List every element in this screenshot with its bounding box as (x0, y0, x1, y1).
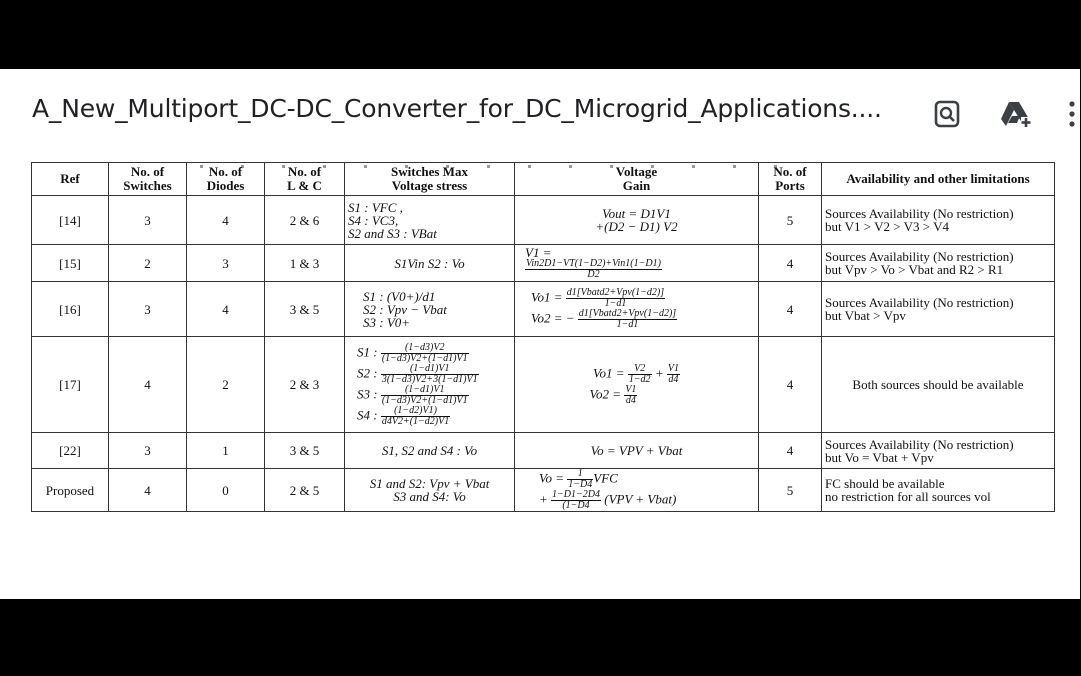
pdf-page[interactable] (0, 155, 1080, 599)
cell-switches: 2 (109, 245, 187, 282)
cell-ref: [15] (32, 245, 109, 282)
cell-availability: Sources Availability (No restriction) but Vo = Vbat + Vpv (822, 433, 1055, 469)
cell-lc: 1 & 3 (265, 245, 345, 282)
table-row (32, 245, 1055, 282)
cell-ports: 4 (759, 433, 822, 469)
cell-availability: FC should be available no restriction for all sources vol (822, 469, 1055, 512)
table-row (32, 196, 1055, 245)
col-header-stress: Switches Max Voltage stress (345, 163, 515, 196)
cell-switches: 4 (109, 337, 187, 433)
cell-lc: 3 & 5 (265, 433, 345, 469)
table-header-row (32, 163, 1055, 196)
lens-icon[interactable] (930, 97, 964, 131)
pdf-viewer (0, 69, 1080, 599)
cell-availability: Sources Availability (No restriction) but Vbat > Vpv (822, 282, 1055, 337)
cell-ports: 5 (759, 196, 822, 245)
cell-ref: Proposed (32, 469, 109, 512)
cell-diodes: 1 (187, 433, 265, 469)
cell-ports: 4 (759, 282, 822, 337)
cell-gain: V1 = $\frac{\text{Vin2D1−VT(1−D2)+Vin1(1−D1)}}{D2}$ (515, 245, 759, 282)
cell-lc: 2 & 6 (265, 196, 345, 245)
cell-ports: 5 (759, 469, 822, 512)
cell-ports: 4 (759, 245, 822, 282)
cell-stress: S1 : (V0+)/d1 S2 : Vpv − Vbat S3 : V0+ (345, 282, 515, 337)
cell-diodes: 0 (187, 469, 265, 512)
cell-availability: Sources Availability (No restriction) but Vpv > Vo > Vbat and R2 > R1 (822, 245, 1055, 282)
table-row (32, 282, 1055, 337)
comparison-table (31, 162, 1055, 512)
cell-lc: 2 & 3 (265, 337, 345, 433)
navigation-bar (0, 599, 1080, 676)
col-header-lc: No. of L & C (265, 163, 345, 196)
cell-stress: S1 : $\frac{(1-d3)V2}{(1-d3)V2+(1-d1)V1}$ S2 : $\frac{(1-d1)V1}{3(1-d3)V2+3(1-d1)V1}$ S3 : $\frac{(1-d1)V1}{(1-d3)V2+(1-d1)V1}$ S4 : $\frac{(1-d2)V1)}{d4V2+(1-d2)V1}$ (345, 337, 515, 433)
cell-gain: Vout = D1V1 +(D2 − D1) V2 (515, 196, 759, 245)
cell-switches: 3 (109, 433, 187, 469)
col-header-diodes: No. of Diodes (187, 163, 265, 196)
cell-ports: 4 (759, 337, 822, 433)
drive-add-icon[interactable] (998, 97, 1032, 131)
table-row (32, 337, 1055, 433)
cell-switches: 4 (109, 469, 187, 512)
col-header-ref: Ref (32, 163, 109, 196)
col-header-availability: Availability and other limitations (822, 163, 1055, 196)
cell-switches: 3 (109, 196, 187, 245)
cell-ref: [17] (32, 337, 109, 433)
cell-gain: Vo = VPV + Vbat (515, 433, 759, 469)
cell-diodes: 3 (187, 245, 265, 282)
col-header-switches: No. of Switches (109, 163, 187, 196)
cell-stress: S1, S2 and S4 : Vo (345, 433, 515, 469)
cell-stress: S1Vin S2 : Vo (345, 245, 515, 282)
cell-gain: Vo1 = $\frac{V2}{1-d2}$ + $\frac{V1}{d4}$ Vo2 = $\frac{V1}{d4}$ (515, 337, 759, 433)
cell-ref: [14] (32, 196, 109, 245)
col-header-ports: No. of Ports (759, 163, 822, 196)
cell-ref: [22] (32, 433, 109, 469)
table-row (32, 469, 1055, 512)
more-vert-icon[interactable] (1063, 97, 1081, 131)
cut-off-caption (200, 155, 820, 159)
cell-stress: S1 : VFC , S4 : VC3, S2 and S3 : VBat (345, 196, 515, 245)
cell-diodes: 2 (187, 337, 265, 433)
cell-availability: Sources Availability (No restriction) but V1 > V2 > V3 > V4 (822, 196, 1055, 245)
cell-diodes: 4 (187, 282, 265, 337)
cell-switches: 3 (109, 282, 187, 337)
cell-gain: Vo = $\frac{1}{1-D4}$ VFC + $\frac{1-D1-2D4}{(1-D4}$ (VPV + Vbat) (515, 469, 759, 512)
table-row (32, 433, 1055, 469)
cell-ref: [16] (32, 282, 109, 337)
document-title: A_New_Multiport_DC-DC_Converter_for_DC_Microgrid_Applications.... (32, 94, 882, 123)
cell-stress: S1 and S2: Vpv + Vbat S3 and S4: Vo (345, 469, 515, 512)
status-bar (0, 0, 1080, 69)
title-bar (0, 69, 1080, 155)
cell-lc: 3 & 5 (265, 282, 345, 337)
cell-gain: Vo1 = $\frac{\text{d1[Vbatd2+Vpv(1−d2)]}}{1-d1}$ Vo2 = − $\frac{\text{d1[Vbatd2+Vpv(1−d2)]}}{1-d1}$ (515, 282, 759, 337)
col-header-gain: Voltage Gain (515, 163, 759, 196)
cell-diodes: 4 (187, 196, 265, 245)
cell-availability: Both sources should be available (822, 337, 1055, 433)
cell-lc: 2 & 5 (265, 469, 345, 512)
